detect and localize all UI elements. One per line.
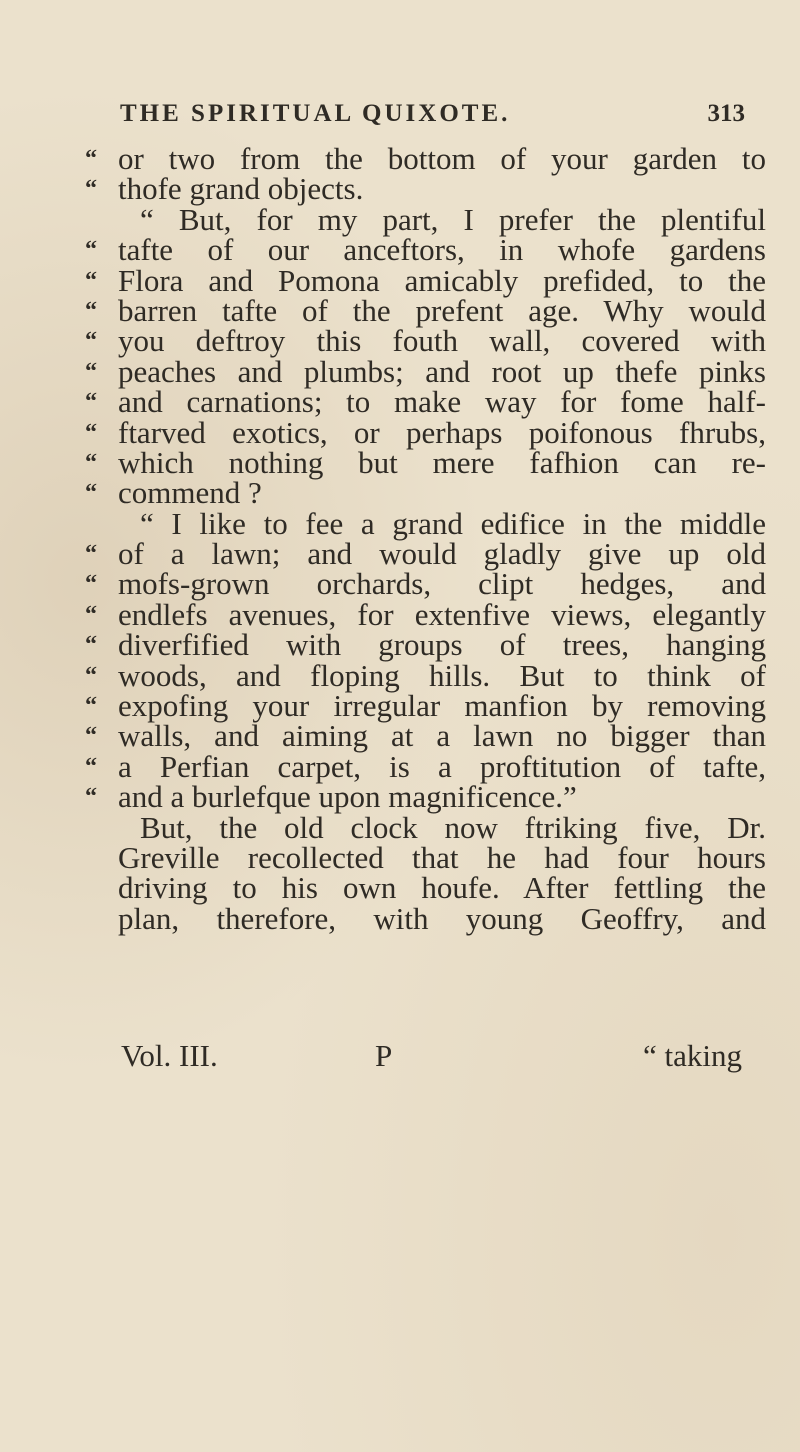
text-line <box>85 171 766 207</box>
page-header <box>120 100 745 140</box>
quote-mark: “ <box>85 662 97 689</box>
line-text: Flora and Pomona amicably prefided, to the <box>118 262 766 298</box>
page-number: 313 <box>707 100 745 127</box>
text-line <box>118 809 766 845</box>
quote-mark: “ <box>85 267 97 294</box>
text-line <box>85 536 766 572</box>
line-text: walls, and aiming at a lawn no bigger than <box>118 718 766 754</box>
line-text: or two from the bottom of your garden to <box>118 141 766 176</box>
quote-mark: “ <box>85 632 97 659</box>
quote-mark: “ <box>85 571 97 598</box>
text-line <box>85 566 766 602</box>
line-text: commend ? <box>118 475 262 511</box>
line-text: of a lawn; and would gladly give up old <box>118 536 766 572</box>
line-text: woods, and floping hills. But to think of <box>118 657 766 693</box>
quote-mark: “ <box>85 146 97 172</box>
quote-mark: “ <box>85 419 97 446</box>
quote-mark: “ <box>85 784 97 811</box>
line-text: ftarved exotics, or perhaps poifonous fhrubs, <box>118 414 766 450</box>
line-text: endlefs avenues, for extenfive views, elegantly <box>118 596 766 632</box>
line-text: and a burlefque upon magnificence.” <box>118 779 577 815</box>
text-line <box>118 839 766 875</box>
text-line <box>85 323 766 359</box>
line-text: peaches and plumbs; and root up thefe pinks <box>118 353 766 389</box>
text-line <box>118 201 766 237</box>
line-text: diverfified with groups of trees, hanging <box>118 627 766 663</box>
text-line <box>85 475 766 511</box>
text-line <box>85 748 766 784</box>
quote-mark: “ <box>85 328 97 355</box>
text-line <box>85 414 766 450</box>
line-text: plan, therefore, with young Geoffry, and <box>118 900 766 936</box>
line-text: “ I like to fee a grand edifice in the middle <box>140 505 766 541</box>
body-text <box>85 141 766 936</box>
line-text: But, the old clock now ftriking five, Dr. <box>140 809 766 845</box>
line-text: and carnations; to make way for fome half- <box>118 384 766 420</box>
catchword: “ taking <box>643 1038 742 1073</box>
text-line <box>85 444 766 480</box>
line-text: a Perfian carpet, is a proftitution of tafte, <box>118 748 766 784</box>
text-line <box>118 900 766 936</box>
quote-mark: “ <box>85 449 97 476</box>
line-text: “ But, for my part, I prefer the plentiful <box>140 201 766 237</box>
quote-mark: “ <box>85 297 97 324</box>
quote-mark: “ <box>85 480 97 507</box>
text-line <box>85 718 766 754</box>
quote-mark: “ <box>85 693 97 720</box>
text-line <box>85 384 766 420</box>
line-text: barren tafte of the prefent age. Why would <box>118 292 766 328</box>
signature-letter: P <box>375 1038 393 1073</box>
text-line <box>85 262 766 298</box>
quote-mark: “ <box>85 601 97 628</box>
text-line <box>85 292 766 328</box>
running-title: THE SPIRITUAL QUIXOTE. <box>120 100 511 127</box>
line-text: which nothing but mere fafhion can re- <box>118 444 766 480</box>
line-text: thofe grand objects. <box>118 171 364 207</box>
page-footer <box>118 1038 766 1072</box>
quote-mark: “ <box>85 176 97 203</box>
text-line <box>85 141 766 176</box>
line-text: driving to his own houfe. After fettling the <box>118 870 766 906</box>
quote-mark: “ <box>85 237 97 264</box>
line-text: Greville recollected that he had four hours <box>118 839 766 875</box>
quote-mark: “ <box>85 358 97 385</box>
text-line <box>85 232 766 268</box>
text-line <box>85 627 766 663</box>
quote-mark: “ <box>85 541 97 568</box>
text-line <box>85 779 766 815</box>
quote-mark: “ <box>85 723 97 750</box>
text-line <box>85 353 766 389</box>
text-line <box>118 505 766 541</box>
quote-mark: “ <box>85 753 97 780</box>
text-line <box>85 657 766 693</box>
volume-signature: Vol. III. <box>121 1038 218 1073</box>
text-line <box>85 596 766 632</box>
line-text: expofing your irregular manfion by removing <box>118 688 766 724</box>
line-text: you deftroy this fouth wall, covered with <box>118 323 766 359</box>
quote-mark: “ <box>85 389 97 416</box>
text-line <box>85 688 766 724</box>
text-line <box>118 870 766 906</box>
line-text: mofs-grown orchards, clipt hedges, and <box>118 566 766 602</box>
line-text: tafte of our anceftors, in whofe gardens <box>118 232 766 268</box>
